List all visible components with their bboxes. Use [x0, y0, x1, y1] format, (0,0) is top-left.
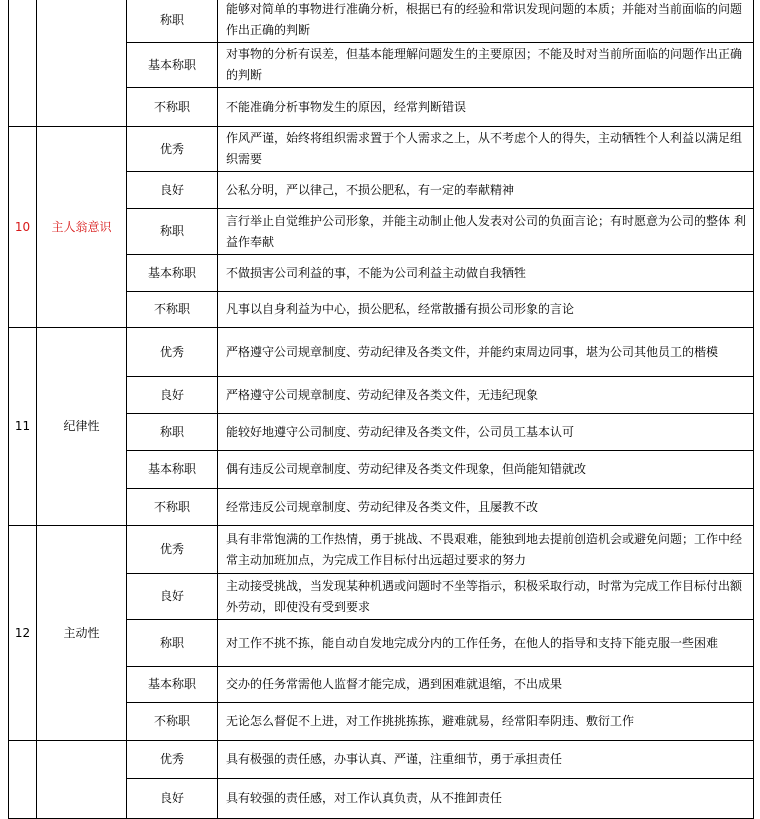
rating-description: 具有非常饱满的工作热情，勇于挑战、不畏艰难，能独到地去提前创造机会或避免问题；工作中经常主动加班加点，为完成工作目标付出远超过要求的努力 — [218, 526, 754, 574]
rating-level: 良好 — [127, 377, 218, 414]
rating-description: 言行举止自觉维护公司形象，并能主动制止他人发表对公司的负面言论；有时愿意为公司的整体 利益作奉献 — [218, 209, 754, 255]
rating-level: 良好 — [127, 574, 218, 620]
rating-level: 称职 — [127, 414, 218, 451]
item-name: 主人翁意识 — [37, 127, 127, 328]
rating-description: 经常违反公司规章制度、劳动纪律及各类文件，且屡教不改 — [218, 489, 754, 526]
rating-level: 优秀 — [127, 328, 218, 377]
rating-level: 优秀 — [127, 741, 218, 779]
rating-description: 严格遵守公司规章制度、劳动纪律及各类文件，并能约束周边同事，堪为公司其他员工的楷模 — [218, 328, 754, 377]
rating-description: 无论怎么督促不上进，对工作挑挑拣拣，避难就易，经常阳奉阴违、敷衍工作 — [218, 703, 754, 741]
rating-level: 基本称职 — [127, 43, 218, 88]
table-row — [9, 526, 754, 574]
rating-level: 良好 — [127, 172, 218, 209]
rating-description: 对工作不挑不拣，能自动自发地完成分内的工作任务，在他人的指导和支持下能克服一些困难 — [218, 620, 754, 667]
rating-description: 凡事以自身利益为中心，损公肥私，经常散播有损公司形象的言论 — [218, 292, 754, 328]
table-row — [9, 127, 754, 172]
rating-level: 不称职 — [127, 88, 218, 127]
rating-level: 优秀 — [127, 127, 218, 172]
rating-level: 不称职 — [127, 703, 218, 741]
rating-description: 公私分明，严以律己，不损公肥私，有一定的奉献精神 — [218, 172, 754, 209]
rating-description: 交办的任务常需他人监督才能完成，遇到困难就退缩，不出成果 — [218, 667, 754, 703]
rating-description: 具有较强的责任感，对工作认真负责，从不推卸责任 — [218, 779, 754, 819]
rating-level: 良好 — [127, 779, 218, 819]
rating-level: 基本称职 — [127, 667, 218, 703]
rating-level: 基本称职 — [127, 255, 218, 292]
rating-level: 称职 — [127, 209, 218, 255]
item-number: 12 — [9, 526, 37, 741]
table-row — [9, 0, 754, 43]
item-number — [9, 0, 37, 127]
rating-description: 对事物的分析有误差，但基本能理解问题发生的主要原因；不能及时对当前所面临的问题作出正确的判断 — [218, 43, 754, 88]
rating-level: 称职 — [127, 620, 218, 667]
rating-description: 能较好地遵守公司制度、劳动纪律及各类文件，公司员工基本认可 — [218, 414, 754, 451]
evaluation-table-body — [9, 0, 754, 819]
evaluation-table — [8, 0, 754, 819]
item-number: 10 — [9, 127, 37, 328]
rating-description: 主动接受挑战，当发现某种机遇或问题时不坐等指示，积极采取行动，时常为完成工作目标付出额外劳动，即使没有受到要求 — [218, 574, 754, 620]
rating-description: 能够对简单的事物进行准确分析，根据已有的经验和常识发现问题的本质；并能对当前面临的问题作出正确的判断 — [218, 0, 754, 43]
rating-level: 称职 — [127, 0, 218, 43]
rating-level: 优秀 — [127, 526, 218, 574]
rating-description: 作风严谨，始终将组织需求置于个人需求之上，从不考虑个人的得失，主动牺牲个人利益以满足组织需要 — [218, 127, 754, 172]
item-name: 纪律性 — [37, 328, 127, 526]
rating-description: 不做损害公司利益的事，不能为公司利益主动做自我牺牲 — [218, 255, 754, 292]
rating-level: 基本称职 — [127, 451, 218, 489]
table-row — [9, 328, 754, 377]
rating-description: 严格遵守公司规章制度、劳动纪律及各类文件，无违纪现象 — [218, 377, 754, 414]
rating-level: 不称职 — [127, 292, 218, 328]
rating-description: 具有极强的责任感，办事认真、严谨，注重细节，勇于承担责任 — [218, 741, 754, 779]
rating-description: 不能准确分析事物发生的原因，经常判断错误 — [218, 88, 754, 127]
table-row — [9, 741, 754, 779]
item-name — [37, 0, 127, 127]
item-name — [37, 741, 127, 819]
item-number — [9, 741, 37, 819]
rating-description: 偶有违反公司规章制度、劳动纪律及各类文件现象，但尚能知错就改 — [218, 451, 754, 489]
item-name: 主动性 — [37, 526, 127, 741]
rating-level: 不称职 — [127, 489, 218, 526]
item-number: 11 — [9, 328, 37, 526]
